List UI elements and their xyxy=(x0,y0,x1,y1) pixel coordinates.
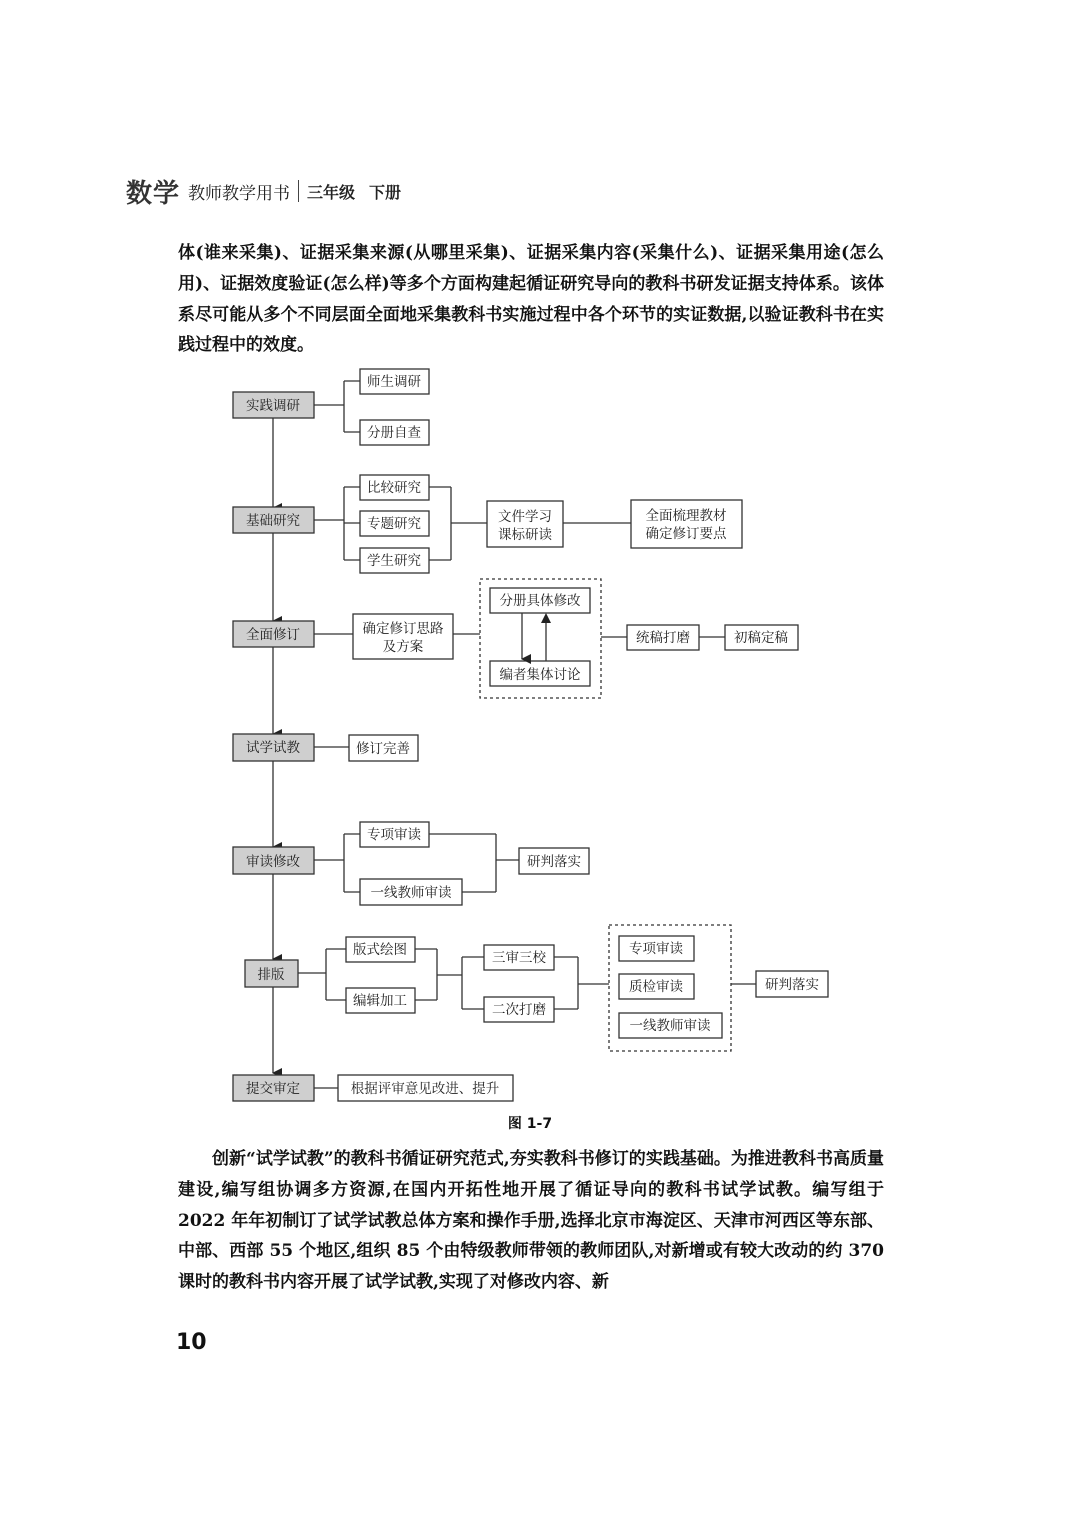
proof-1: 三审三校 xyxy=(492,950,546,966)
review2-3: 一线教师审读 xyxy=(629,1018,711,1034)
implement: 研判落实 xyxy=(527,854,581,870)
stage-1: 实践调研 xyxy=(246,398,300,414)
stage-4: 试学试教 xyxy=(246,740,300,756)
revision-plan-2: 及方案 xyxy=(382,639,424,655)
doc-study-1: 文件学习 xyxy=(498,509,552,525)
research-1: 比较研究 xyxy=(367,480,421,496)
unify: 统稿打磨 xyxy=(636,630,690,646)
typeset-2: 编辑加工 xyxy=(353,993,407,1009)
stage-7: 提交审定 xyxy=(246,1081,300,1097)
first-draft: 初稿定稿 xyxy=(734,630,788,646)
proof-2: 二次打磨 xyxy=(492,1002,546,1018)
group-discuss: 编者集体讨论 xyxy=(499,667,581,683)
revision-plan-1: 确定修订思路 xyxy=(362,621,444,637)
review2-1: 专项审读 xyxy=(629,941,683,957)
stage-2: 基础研究 xyxy=(246,513,300,529)
review-2: 一线教师审读 xyxy=(370,885,452,901)
stage-6: 排版 xyxy=(257,967,285,983)
paragraph-body xyxy=(178,1144,884,1298)
typeset-1: 版式绘图 xyxy=(353,942,407,958)
book-title: 教师教学用书 xyxy=(188,183,291,204)
volume-label: 下册 xyxy=(369,182,402,202)
review-1: 专项审读 xyxy=(367,827,421,843)
submit: 根据评审意见改进、提升 xyxy=(350,1081,500,1097)
volume-revise: 分册具体修改 xyxy=(499,593,581,609)
research-2: 专题研究 xyxy=(367,516,421,532)
paragraph-body-text: 创新“试学试教”的教科书循证研究范式,夯实教科书修订的实践基础。为推进教科书高质量建设,编写组协调多方资源,在国内开拓性地开展了循证导向的教科书试学试教。编写组于 2022 年年初制订了试学试教总体方案和操作手册,选择北京市海淀区、天津市河西区等东部、中部、西部 55 个地区,组织 85 个由特级教师带领的教师团队,对新增或有较大改动的约 370 课时的教科书内容开展了试学试教,实现了对修改内容、新 xyxy=(178,1149,884,1293)
implement2: 研判落实 xyxy=(765,977,819,993)
doc-study-2: 课标研读 xyxy=(498,527,552,543)
survey-2: 分册自查 xyxy=(367,425,421,441)
figure-caption: 图 1-7 xyxy=(507,1116,553,1132)
stage-5: 审读修改 xyxy=(246,854,300,870)
paragraph-intro-text: 体(谁来采集)、证据采集来源(从哪里采集)、证据采集内容(采集什么)、证据采集用途(怎么用)、证据效度验证(怎么样)等多个方面构建起循证研究导向的教科书研发证据支持体系。该体系尽可能从多个不同层面全面地采集教科书实施过程中各个环节的实证数据,以验证教科书在实践过程中的效度。 xyxy=(178,243,884,356)
stage-3: 全面修订 xyxy=(246,627,300,643)
key-points-1: 全面梳理教材 xyxy=(645,508,727,524)
perfect: 修订完善 xyxy=(356,741,410,757)
key-points-2: 确定修订要点 xyxy=(645,526,727,542)
survey-1: 师生调研 xyxy=(367,374,421,390)
review2-2: 质检审读 xyxy=(629,979,683,995)
grade-label: 三年级 xyxy=(307,182,356,202)
page-number: 10 xyxy=(176,1330,207,1355)
math-logo: 数学 xyxy=(126,178,181,209)
research-3: 学生研究 xyxy=(367,553,421,569)
